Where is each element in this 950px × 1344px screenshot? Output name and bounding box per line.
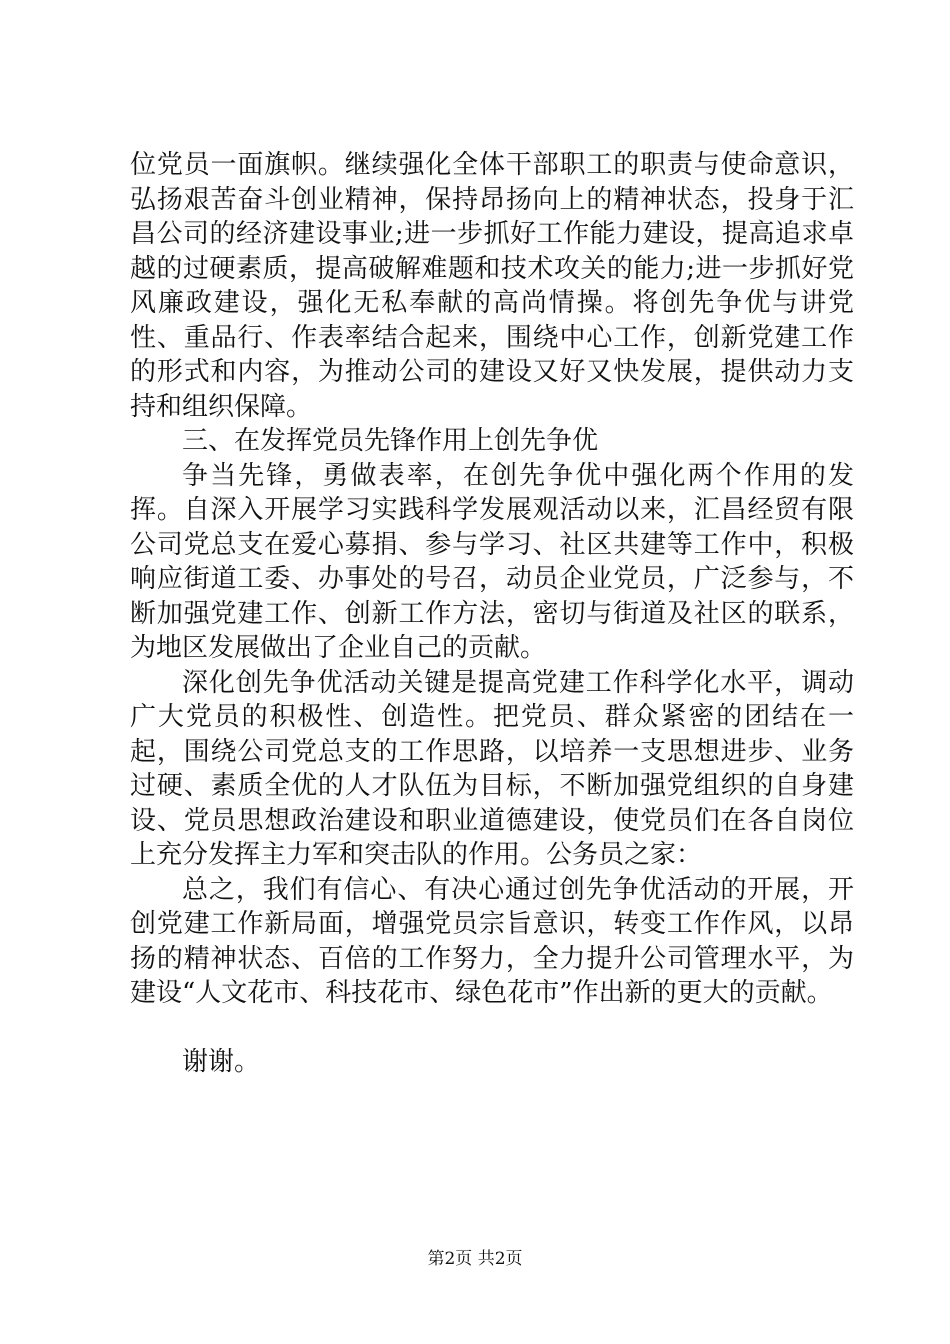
paragraph-continuation: 位党员一面旗帜。继续强化全体干部职工的职责与使命意识，弘扬艰苦奋斗创业精神，保持昂扬向上的精神状态，投身于汇昌公司的经济建设事业;进一步抓好工作能力建设，提高追求卓越的过硬素质，提高破解难题和技术攻关的能力;进一步抓好党风廉政建设，强化无私奉献的高尚情操。将创先争优与讲党性、重品行、作表率结合起来，围绕中心工作，创新党建工作的形式和内容，为推动公司的建设又好又快发展，提供动力支持和组织保障。	[130, 150, 854, 422]
section-heading: 三、在发挥党员先锋作用上创先争优	[182, 426, 599, 456]
paragraph-vanguard: 争当先锋，勇做表率，在创先争优中强化两个作用的发挥。自深入开展学习实践科学发展观活动以来，汇昌经贸有限公司党总支在爱心募捐、参与学习、社区共建等工作中，积极响应街道工委、办事处的号召，动员企业党员，广泛参与，不断加强党建工作、创新工作方法，密切与街道及社区的联系，为地区发展做出了企业自己的贡献。	[130, 460, 854, 663]
document-body	[130, 148, 854, 1079]
paragraph-conclusion: 总之，我们有信心、有决心通过创先争优活动的开展，开创党建工作新局面，增强党员宗旨意识，转变工作作风，以昂扬的精神状态、百倍的工作努力，全力提升公司管理水平，为建设“人文花市、科技花市、绿色花市”作出新的更大的贡献。	[130, 874, 854, 1008]
closing-thanks: 谢谢。	[182, 1046, 261, 1077]
page-number-footer: 第2页 共2页	[427, 1249, 523, 1269]
paragraph-deepening: 深化创先争优活动关键是提高党建工作科学化水平，调动广大党员的积极性、创造性。把党员、群众紧密的团结在一起，围绕公司党总支的工作思路，以培养一支思想进步、业务过硬、素质全优的人才队伍为目标，不断加强党组织的自身建设、党员思想政治建设和职业道德建设，使党员们在各自岗位上充分发挥主力军和突击队的作用。公务员之家：	[130, 667, 854, 870]
